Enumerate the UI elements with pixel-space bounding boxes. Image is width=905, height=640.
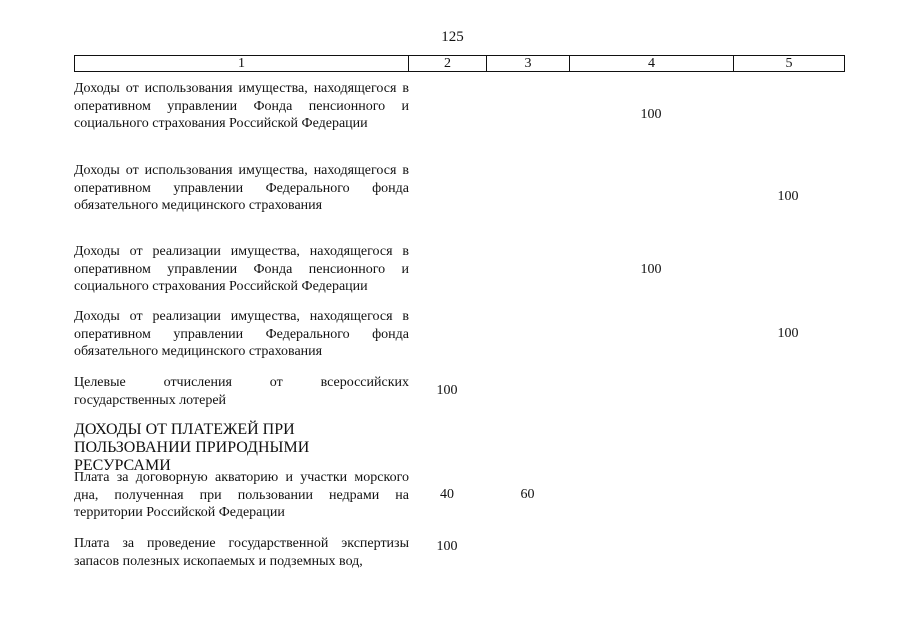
column-header-5: 5 (785, 56, 793, 71)
column-header-2: 2 (409, 56, 487, 71)
column-header-1: 1 (75, 56, 409, 71)
row-description: Доходы от использования имущества, находящегося в оперативном управлении Фонда пенсионного и социального страхования Российской Федерации (74, 81, 409, 131)
row-description: Доходы от использования имущества, находящегося в оперативном управлении Федерального фонда обязательного медицинского страхования (74, 163, 409, 213)
row-description: Плата за проведение государственной экспертизы запасов полезных ископаемых и подземных вод, (74, 536, 409, 569)
row-description: Доходы от реализации имущества, находящегося в оперативном управлении Фонда пенсионного и социального страхования Российской Федерации (74, 244, 409, 294)
column-header-3: 3 (487, 56, 570, 71)
row-value-col5: 100 (777, 189, 799, 204)
row-description: Плата за договорную акваторию и участки морского дна, полученная при пользовании недрами на территории Российской Федерации (74, 470, 409, 520)
section-heading: ДОХОДЫ ОТ ПЛАТЕЖЕЙ ПРИ ПОЛЬЗОВАНИИ ПРИРОДНЫМИ РЕСУРСАМИ (74, 421, 310, 474)
row-value-col5: 100 (777, 326, 799, 341)
row-value-col2: 100 (436, 383, 458, 398)
row-description: Доходы от реализации имущества, находящегося в оперативном управлении Федерального фонда обязательного медицинского страхования (74, 309, 409, 359)
row-value-col4: 100 (640, 107, 662, 122)
row-value-col2: 100 (436, 539, 458, 554)
row-value-col4: 100 (640, 262, 662, 277)
column-header-4: 4 (570, 56, 734, 71)
row-value-col3: 60 (520, 487, 535, 502)
row-value-col2: 40 (440, 487, 454, 502)
table-header-row (74, 55, 845, 72)
row-description: Целевые отчисления от всероссийских государственных лотерей (74, 375, 409, 408)
page-number: 125 (441, 29, 464, 45)
